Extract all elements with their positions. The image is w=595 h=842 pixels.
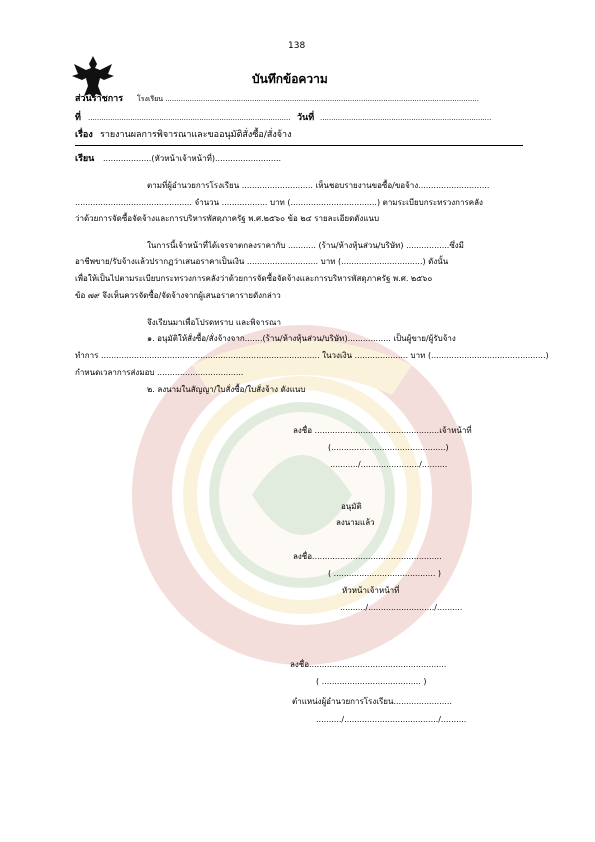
p1-line2: .............................................. จำนวน .................. บาท (..................................) ตามระเบียบกระทรวงการคลัง	[75, 198, 483, 207]
p1-line1: ตามที่ผู้อำนวยการโรงเรียน ............................ เห็นชอบรายงานขอซื้อ/ขอจ้าง............................	[147, 181, 490, 190]
ref-label: ที่	[75, 113, 81, 123]
subject-label: เรื่อง	[75, 130, 93, 140]
sign2-line2: ( ........................................ )	[328, 569, 442, 578]
sign2-line4: ........../........................../..........	[340, 603, 463, 612]
p2-line2: อาชีพขาย/รับจ้างแล้วปรากฏว่าเสนอราคาเป็นเงิน ............................ บาท (................................) ดังนั้น	[75, 257, 449, 266]
item1-line1: ๑. อนุมัติให้สั่งซื้อ/สั่งจ้างจาก.......(ร้าน/ห้างหุ้นส่วน/บริษัท)................. เป็นผู้ขาย/ผู้รับจ้าง	[147, 334, 456, 343]
date-dots: .............................................................................	[320, 114, 492, 122]
subject-value: รายงานผลการพิจารณาและขออนุมัติสั่งซื้อ/สั่งจ้าง	[100, 130, 292, 140]
sign1-line2: (.............................................)	[328, 443, 449, 452]
sign3-line2: ( ....................................... )	[316, 677, 427, 686]
p2-line4: ข้อ ๗๙ จึงเห็นควรจัดซื้อ/จัดจ้างจากผู้เสนอราคารายดังกล่าว	[75, 291, 281, 300]
agency-value: โรงเรียน .............................................................................................................................................	[137, 95, 479, 103]
approve-line2: ลงนามแล้ว	[336, 518, 375, 527]
p2-line3: เพื่อให้เป็นไปตามระเบียบกระทรวงการคลังว่าด้วยการจัดซื้อจัดจ้างและการบริหารพัสดุภาครัฐ พ.ศ. ๒๕๖๐	[75, 274, 433, 283]
memo-title: บันทึกข้อความ	[252, 72, 328, 86]
to-label: เรียน	[75, 154, 95, 164]
item2-line1: ๒. ลงนามในสัญญา/ใบสั่งซื้อ/ใบสั่งจ้าง ดังแนบ	[147, 385, 306, 394]
ref-dots: ...........................................................................................	[88, 114, 291, 122]
page-number: 138	[288, 41, 306, 51]
header-divider	[75, 145, 523, 146]
sign1-line1: ลงชื่อ .................................................เจ้าหน้าที่	[293, 426, 472, 435]
p3-line1: จึงเรียนมาเพื่อโปรดทราบ และพิจารณา	[147, 318, 281, 327]
sign3-line3: ตำแหน่งผู้อำนวยการโรงเรียน.......................	[292, 697, 452, 706]
p2-line1: ในการนี้เจ้าหน้าที่ได้เจรจาตกลงราคากับ ........... (ร้าน/ห้างหุ้นส่วน/บริษัท) .................ซึ่งมี	[147, 241, 464, 250]
approve-line1: อนุมัติ	[341, 502, 362, 511]
p1-line3: ว่าด้วยการจัดซื้อจัดจ้างและการบริหารพัสดุภาครัฐ พ.ศ.๒๕๖๐ ข้อ ๒๔ รายละเอียดดังแนบ	[75, 214, 380, 223]
item1-line2: ทำการ ...................................................................................... ในวงเงิน ..................... บาท (.............................................)	[75, 351, 549, 360]
date-label: วันที่	[297, 113, 315, 123]
sign1-line3: .........../......................./..........	[330, 460, 448, 469]
sign2-line1: ลงชื่อ...................................................	[293, 552, 442, 561]
sign3-line1: ลงชื่อ......................................................	[290, 660, 447, 669]
sign3-line4: ........../...................................../..........	[316, 715, 467, 724]
sign2-line3: หัวหน้าเจ้าหน้าที่	[342, 586, 400, 595]
agency-label: ส่วนราชการ	[75, 94, 124, 104]
item1-line3: กำหนดเวลาการส่งมอบ ..................................	[75, 368, 244, 377]
to-value: ...................(หัวหน้าเจ้าหน้าที่)..........................	[103, 154, 282, 163]
